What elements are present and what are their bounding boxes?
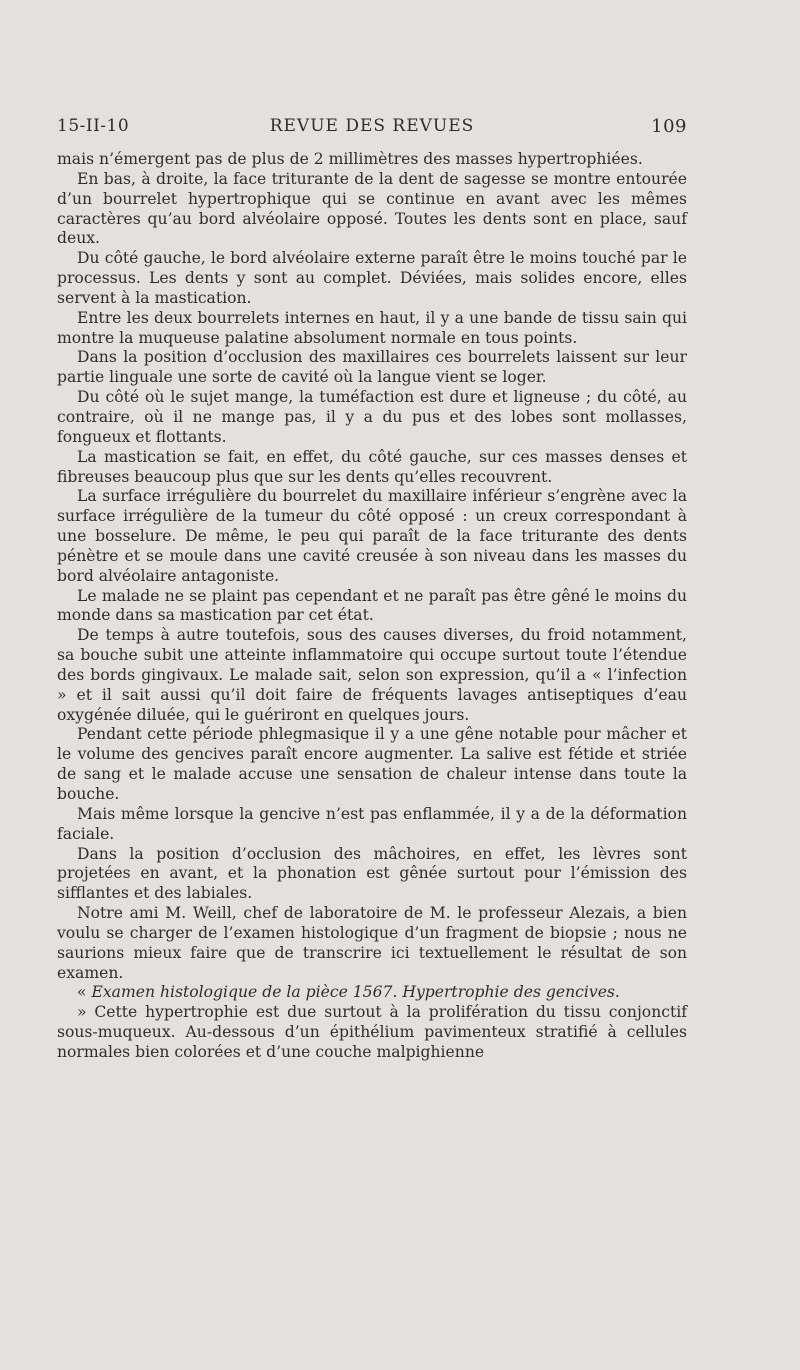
quote-heading [57,983,687,1003]
paragraph: Pendant cette période phlegmasique il y a une gêne notable pour mâcher et le volume des gencives paraît encore augmenter. La salive est fétide et striée de sang et le malade accuse une sensation de chaleur intense dans toute la bouche. [57,725,687,803]
paragraph: mais n’émergent pas de plus de 2 millimètres des masses hypertrophiées. [57,150,643,168]
quote-italic-title: Examen histologique de la pièce 1567. Hypertrophie des gencives. [91,983,620,1002]
paragraph: La surface irrégulière du bourrelet du maxillaire inférieur s’engrène avec la surface irrégulière de la tumeur du côté opposé : un creux correspondant à une bosselure. De même, le peu qui paraît de la face triturante des dents pénètre et se moule dans une cavité creusée à son niveau dans les masses du bord alvéolaire antagoniste. [57,487,687,585]
running-header [57,116,687,140]
body-text [57,150,687,1063]
page-number: 109 [651,116,687,137]
paragraph: Le malade ne se plaint pas cependant et ne paraît pas être gêné le moins du monde dans sa mastication par cet état. [57,586,687,625]
paragraph: Mais même lorsque la gencive n’est pas enflammée, il y a de la déformation faciale. [57,804,687,843]
paragraph: Du côté où le sujet mange, la tuméfaction est dure et ligneuse ; du côté, au contraire, où il ne mange pas, il y a du pus et des lobes sont mollasses, fongueux et flottants. [57,388,687,446]
paragraph: La mastication se fait, en effet, du côté gauche, sur ces masses denses et fibreuses beaucoup plus que sur les dents qu’elles recouvrent. [57,447,687,486]
header-date: 15-II-10 [57,116,130,136]
header-title: REVUE DES REVUES [269,116,475,136]
paragraph: Du côté gauche, le bord alvéolaire externe paraît être le moins touché par le processus. Les dents y sont au complet. Déviées, mais solides encore, elles servent à la mastication. [57,249,687,307]
paragraph: Notre ami M. Weill, chef de laboratoire de M. le professeur Alezais, a bien voulu se charger de l’examen histologique d’un fragment de biopsie ; nous ne saurions mieux faire que de transcrire ici textuellement le résultat de son examen. [57,904,687,982]
paragraph: Dans la position d’occlusion des maxillaires ces bourrelets laissent sur leur partie linguale une sorte de cavité où la langue vient se loger. [57,348,687,387]
paragraph: Entre les deux bourrelets internes en haut, il y a une bande de tissu sain qui montre la muqueuse palatine absolument normale en tous points. [57,308,687,347]
quote-open: « [77,983,92,1002]
paragraph: En bas, à droite, la face triturante de la dent de sagesse se montre entourée d’un bourrelet hypertrophique qui se continue en avant avec les mêmes caractères qu’au bord alvéolaire opposé. Toutes les dents sont en place, sauf deux. [57,169,687,248]
paragraph: Dans la position d’occlusion des mâchoires, en effet, les lèvres sont projetées en avant, et la phonation est gênée surtout pour l’émission des sifflantes et des labiales. [57,844,687,903]
paragraph: » Cette hypertrophie est due surtout à la prolifération du tissu conjonctif sous-muqueux. Au-dessous d’un épithélium pavimenteux stratifié à cellules normales bien colorées et d’une couche malpighienne [57,1003,687,1061]
paragraph: De temps à autre toutefois, sous des causes diverses, du froid notamment, sa bouche subit une atteinte inflammatoire qui occupe surtout toute l’étendue des bords gingivaux. Le malade sait, selon son expression, qu’il a « l’infection » et il sait aussi qu’il doit faire de fréquents lavages antiseptiques d’eau oxygénée diluée, qui le guériront en quelques jours. [57,626,687,724]
